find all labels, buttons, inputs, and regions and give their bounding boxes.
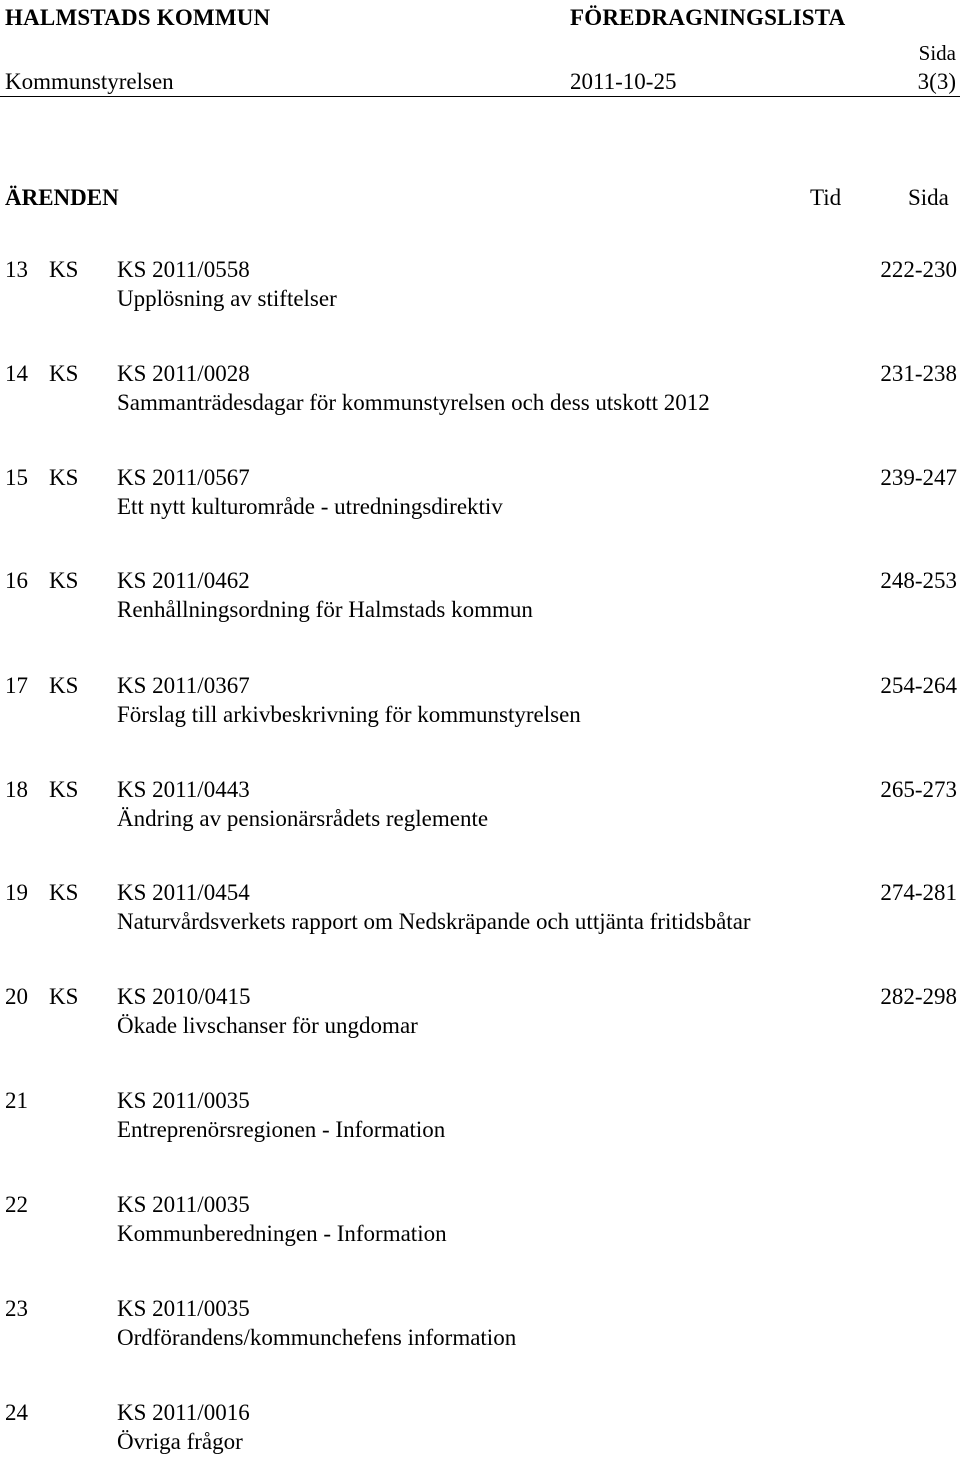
agenda-item	[0, 463, 960, 523]
item-pages: 231-238	[880, 361, 957, 386]
item-body: KS	[49, 777, 79, 802]
item-pages: 239-247	[880, 465, 957, 490]
item-pages: 248-253	[880, 568, 957, 593]
agenda-item	[0, 1398, 960, 1458]
item-title: Ökade livschanser för ungdomar	[117, 1013, 418, 1038]
organization-name: HALMSTADS KOMMUN	[5, 5, 271, 30]
item-title: Upplösning av stiftelser	[117, 286, 337, 311]
item-number: 14	[5, 361, 28, 386]
agenda-item	[0, 566, 960, 626]
item-title: Entreprenörsregionen - Information	[117, 1117, 446, 1142]
column-heading-tid: Tid	[810, 185, 842, 210]
page-number: 3(3)	[917, 69, 956, 94]
item-title: Förslag till arkivbeskrivning för kommunstyrelsen	[117, 702, 581, 727]
item-title: Övriga frågor	[117, 1429, 243, 1454]
item-reference: KS 2010/0415	[117, 984, 251, 1009]
item-body: KS	[49, 465, 79, 490]
item-reference: KS 2011/0558	[117, 257, 250, 282]
item-number: 24	[5, 1400, 28, 1425]
agenda-item	[0, 982, 960, 1042]
item-pages: 265-273	[880, 777, 957, 802]
item-body: KS	[49, 673, 79, 698]
page-label: Sida	[918, 41, 956, 65]
item-pages: 282-298	[880, 984, 957, 1009]
agenda-item	[0, 1190, 960, 1250]
item-reference: KS 2011/0016	[117, 1400, 250, 1425]
meeting-date: 2011-10-25	[570, 69, 677, 94]
item-number: 16	[5, 568, 28, 593]
item-reference: KS 2011/0462	[117, 568, 250, 593]
item-title: Ändring av pensionärsrådets reglemente	[117, 806, 489, 831]
item-reference: KS 2011/0567	[117, 465, 250, 490]
column-heading-arenden: ÄRENDEN	[5, 185, 119, 210]
agenda-item	[0, 255, 960, 315]
item-body: KS	[49, 257, 79, 282]
agenda-item	[0, 359, 960, 419]
item-reference: KS 2011/0035	[117, 1192, 250, 1217]
item-number: 17	[5, 673, 28, 698]
item-number: 21	[5, 1088, 28, 1113]
item-body: KS	[49, 984, 79, 1009]
item-title: Sammanträdesdagar för kommunstyrelsen och dess utskott 2012	[117, 390, 710, 415]
item-pages: 222-230	[880, 257, 957, 282]
item-reference: KS 2011/0443	[117, 777, 250, 802]
item-number: 23	[5, 1296, 28, 1321]
agenda-item	[0, 1086, 960, 1146]
item-number: 22	[5, 1192, 28, 1217]
agenda-item	[0, 878, 960, 938]
board-name: Kommunstyrelsen	[5, 69, 174, 94]
item-reference: KS 2011/0454	[117, 880, 250, 905]
document-type: FÖREDRAGNINGSLISTA	[570, 5, 846, 30]
item-reference: KS 2011/0035	[117, 1088, 250, 1113]
item-title: Ordförandens/kommunchefens information	[117, 1325, 517, 1350]
item-number: 18	[5, 777, 28, 802]
item-number: 19	[5, 880, 28, 905]
item-reference: KS 2011/0035	[117, 1296, 250, 1321]
item-reference: KS 2011/0367	[117, 673, 250, 698]
header-rule-row	[0, 66, 960, 97]
item-number: 15	[5, 465, 28, 490]
item-number: 13	[5, 257, 28, 282]
item-pages: 274-281	[880, 880, 957, 905]
item-body: KS	[49, 880, 79, 905]
agenda-item	[0, 671, 960, 731]
item-title: Ett nytt kulturområde - utredningsdirektiv	[117, 494, 503, 519]
item-pages: 254-264	[880, 673, 957, 698]
item-title: Kommunberedningen - Information	[117, 1221, 447, 1246]
agenda-item	[0, 1294, 960, 1354]
item-title: Naturvårdsverkets rapport om Nedskräpande och uttjänta fritidsbåtar	[117, 909, 751, 934]
item-body: KS	[49, 568, 79, 593]
item-body: KS	[49, 361, 79, 386]
agenda-item	[0, 775, 960, 835]
item-reference: KS 2011/0028	[117, 361, 250, 386]
item-number: 20	[5, 984, 28, 1009]
item-title: Renhållningsordning för Halmstads kommun	[117, 597, 533, 622]
column-heading-sida: Sida	[908, 185, 949, 210]
